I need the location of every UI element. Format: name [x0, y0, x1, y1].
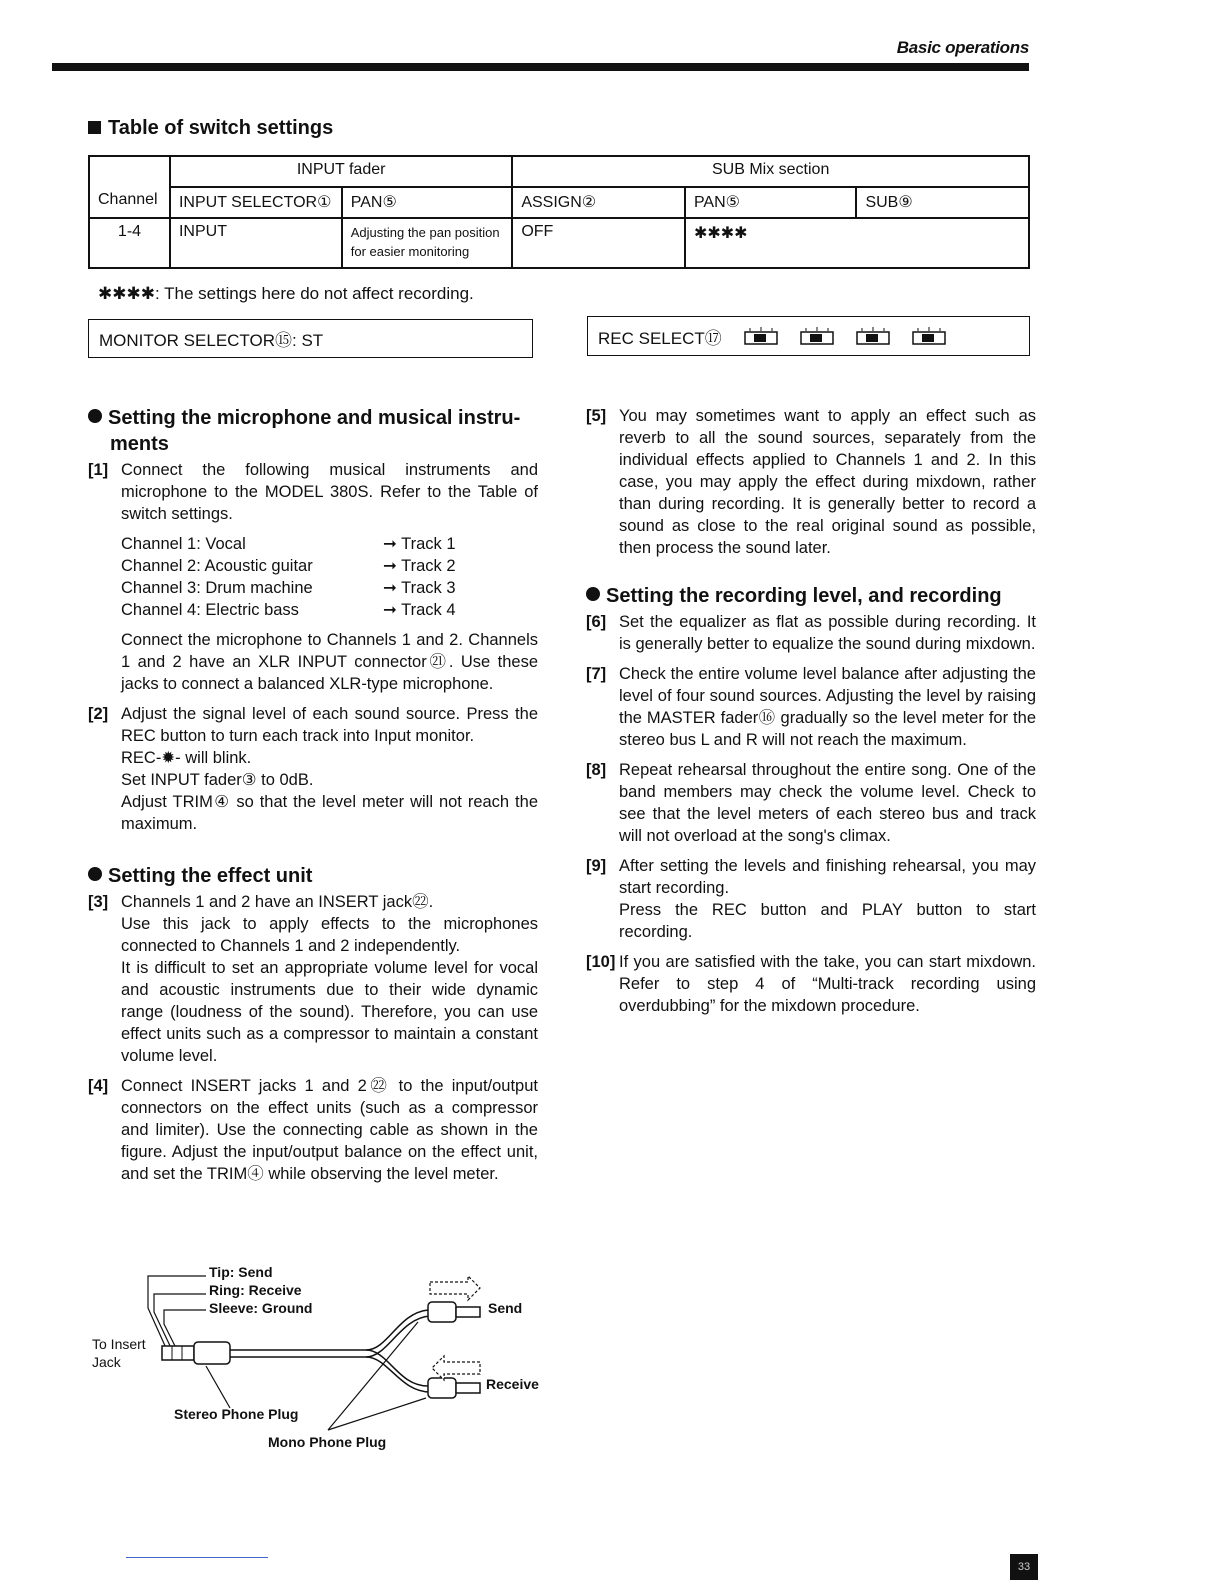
empty-header-cell — [89, 156, 170, 187]
monitor-selector-text: MONITOR SELECTOR⑮: ST — [99, 331, 324, 350]
to-insert-label: To Insert — [92, 1336, 146, 1352]
track-channel: Channel 2: Acoustic guitar — [121, 557, 313, 575]
step-3 — [88, 891, 538, 1067]
insert-cable-diagram — [88, 1258, 548, 1468]
step-8 — [586, 759, 1036, 847]
switch-settings-table — [88, 155, 1030, 269]
cell-sub-pan: ✱✱✱✱ — [685, 218, 1029, 268]
step-number: [7] — [586, 665, 607, 683]
ring-label: Ring: Receive — [209, 1282, 302, 1298]
stereo-plug-label: Stereo Phone Plug — [174, 1406, 299, 1422]
col-header-sub-pan: PAN⑤ — [685, 187, 857, 218]
step-number: [6] — [586, 613, 607, 631]
step-text: Channels 1 and 2 have an INSERT jack㉒. — [121, 893, 434, 911]
heading-text: Setting the recording level, and recording — [606, 585, 1002, 607]
running-title: Basic operations — [896, 38, 1029, 57]
square-bullet-icon — [88, 121, 101, 134]
jack-label: Jack — [92, 1354, 121, 1370]
col-header-input-selector: INPUT SELECTOR① — [170, 187, 342, 218]
step-number: [2] — [88, 705, 109, 723]
step-text: Connect INSERT jacks 1 and 2㉒ to the input/output connectors on the effect units (such as a compressor and limiter). Use the connecting cable as shown in the figure. Adjust the input/output balance on the effect unit, and set the TRIM④ while observing the level meter. — [121, 1077, 538, 1183]
track-row — [121, 599, 538, 621]
table-footnote: ✱✱✱✱: The settings here do not affect recording. — [98, 284, 474, 303]
bottom-rule — [126, 1557, 268, 1558]
track-channel: Channel 1: Vocal — [121, 535, 246, 553]
heading-effect-unit — [88, 863, 538, 889]
step-text: Set the equalizer as flat as possible during recording. It is generally better to equalize the sound during mixdown. — [619, 613, 1036, 653]
step-text: REC-✹- will blink. — [121, 749, 252, 767]
track-target: ➞ Track 4 — [383, 601, 456, 619]
step-number: [5] — [586, 407, 607, 425]
step-text: Use this jack to apply effects to the microphones connected to Channels 1 and 2 independently. — [121, 915, 538, 955]
step-text: Set INPUT fader③ to 0dB. — [121, 771, 314, 789]
step-7 — [586, 663, 1036, 751]
heading-text: Setting the effect unit — [108, 865, 313, 887]
bullet-dot-icon — [88, 867, 102, 881]
step-5 — [586, 405, 1036, 559]
step-text: Check the entire volume level balance after adjusting the level of four sound sources. Adjusting the level by raising the MASTER fader⑯ gradually so the level meter for the stereo bus L and R will not reach the maximum. — [619, 665, 1036, 749]
step-1 — [88, 459, 538, 695]
group-header-input-fader: INPUT fader — [170, 156, 512, 187]
rec-select-switch-icon — [800, 326, 834, 346]
step-number: [4] — [88, 1077, 109, 1095]
rec-select-switch-icon — [856, 326, 890, 346]
track-row — [121, 577, 538, 599]
sleeve-label: Sleeve: Ground — [209, 1300, 313, 1316]
step-number: [10] — [586, 953, 616, 971]
cell-channel: 1-4 — [89, 218, 170, 268]
cell-assign: OFF — [512, 218, 685, 268]
step-10 — [586, 951, 1036, 1017]
step-text: It is difficult to set an appropriate volume level for vocal and acoustic instruments due to their wide dynamic range (loudness of the sound). Therefore, you can use effect units such as a compressor to maintain a constant volume level. — [121, 959, 538, 1065]
track-target: ➞ Track 3 — [383, 579, 456, 597]
step-text: Adjust the signal level of each sound source. Press the REC button to turn each track into Input monitor. — [121, 705, 538, 745]
rec-select-text: REC SELECT⑰ — [598, 328, 722, 348]
step-text: Connect the following musical instruments and microphone to the MODEL 380S. Refer to the Table of switch settings. — [121, 461, 538, 523]
rec-select-switch-icon — [912, 326, 946, 346]
group-header-sub-mix: SUB Mix section — [512, 156, 1029, 187]
step-text: Connect the microphone to Channels 1 and 2. Channels 1 and 2 have an XLR INPUT connector㉑. Use these jacks to connect a balanced XLR-type microphone. — [121, 631, 538, 693]
rec-select-switch-icon — [744, 326, 778, 346]
heading-recording-level — [586, 583, 1036, 609]
rec-select-box — [587, 316, 1030, 356]
receive-label: Receive — [486, 1376, 539, 1392]
tip-label: Tip: Send — [209, 1264, 273, 1280]
table-title-text: Table of switch settings — [108, 117, 334, 139]
left-column — [88, 405, 538, 1193]
step-number: [3] — [88, 893, 109, 911]
step-2 — [88, 703, 538, 835]
step-4 — [88, 1075, 538, 1185]
step-number: [1] — [88, 461, 109, 479]
step-text: Adjust TRIM④ so that the level meter will not reach the maximum. — [121, 793, 538, 833]
step-text: Repeat rehearsal throughout the entire song. One of the band members may check the volume level. Check to see that the level meters of each stereo bus and track will not overload at the song's climax. — [619, 761, 1036, 845]
page-number: 33 — [1010, 1554, 1038, 1580]
cell-input-selector: INPUT — [170, 218, 342, 268]
heading-line1: Setting the microphone and musical instru- — [108, 407, 521, 429]
table-section-title — [88, 117, 333, 140]
step-text: You may sometimes want to apply an effect such as reverb to all the sound sources, separately from the individual effects applied to Channels 1 and 2. In this case, you may apply the effect during mixdown, rather than during recording. It is generally better to record a sound as close to the real original sound as possible, then process the sound later. — [619, 407, 1036, 557]
monitor-selector-box — [88, 319, 533, 358]
col-header-assign: ASSIGN② — [512, 187, 685, 218]
track-row — [121, 533, 538, 555]
send-label: Send — [488, 1300, 523, 1316]
step-number: [9] — [586, 857, 607, 875]
col-header-channel: Channel — [89, 187, 170, 218]
col-header-sub: SUB⑨ — [856, 187, 1029, 218]
bullet-dot-icon — [586, 587, 600, 601]
track-row — [121, 555, 538, 577]
step-text: If you are satisfied with the take, you can start mixdown. Refer to step 4 of “Multi-track recording using overdubbing” for the mixdown procedure. — [619, 953, 1036, 1015]
track-channel: Channel 3: Drum machine — [121, 579, 313, 597]
mono-plug-label: Mono Phone Plug — [268, 1434, 387, 1450]
track-target: ➞ Track 1 — [383, 535, 456, 553]
header-rule — [52, 63, 1029, 71]
bullet-dot-icon — [88, 409, 102, 423]
track-channel: Channel 4: Electric bass — [121, 601, 299, 619]
right-column — [586, 405, 1036, 1025]
step-text: Press the REC button and PLAY button to start recording. — [619, 901, 1036, 941]
track-target: ➞ Track 2 — [383, 557, 456, 575]
step-6 — [586, 611, 1036, 655]
heading-microphone-setup — [88, 405, 538, 457]
col-header-pan: PAN⑤ — [342, 187, 513, 218]
cell-pan: Adjusting the pan position for easier monitoring — [342, 218, 513, 268]
step-text: After setting the levels and finishing rehearsal, you may start recording. — [619, 857, 1036, 897]
step-number: [8] — [586, 761, 607, 779]
step-9 — [586, 855, 1036, 943]
heading-line2: ments — [110, 433, 169, 455]
track-assignment-list — [121, 533, 538, 621]
